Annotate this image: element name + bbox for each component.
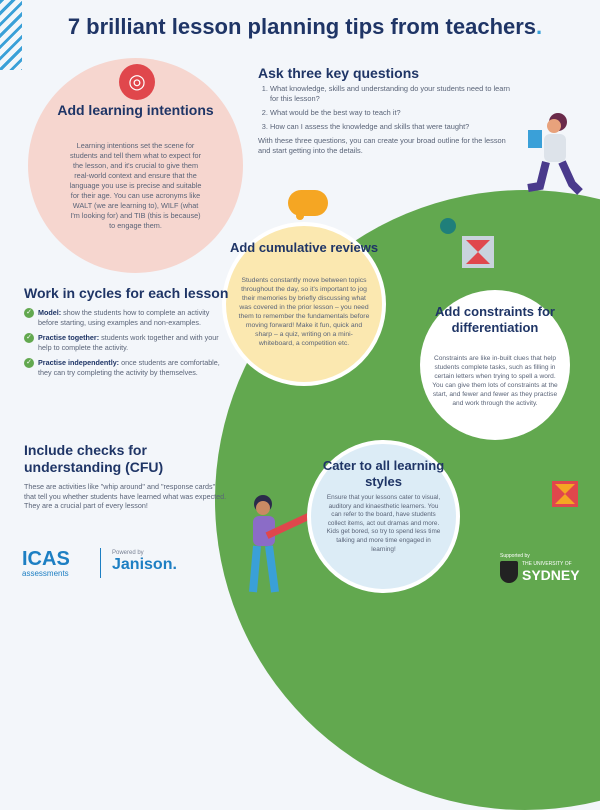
learning-intentions-body: Learning intentions set the scene for students and tell them what to expect for the lesson, and it's crucial to give them real-world context and ensure that the language you use is precise and suitable for their age. You can use acronyms like WALT (we are learning to), WILF (what I'm looking for) and TIB (this is because) to engage them. bbox=[69, 141, 202, 230]
logo-divider bbox=[100, 548, 101, 578]
cycle-item-text: once students are comfortable, they can try completing the activity by themselves. bbox=[38, 358, 220, 377]
woman-reading-illustration bbox=[510, 108, 590, 208]
page-title: 7 brilliant lesson planning tips from teachers. bbox=[67, 14, 543, 39]
constraints-heading: Add constraints for differentiation bbox=[435, 304, 555, 335]
cycle-item-text: show the students how to complete an activity before starting, using examples and non-examples. bbox=[38, 308, 210, 327]
cumulative-reviews-circle bbox=[222, 222, 386, 386]
learning-styles-circle bbox=[307, 440, 460, 593]
thought-bubble-icon bbox=[288, 190, 328, 216]
boy-with-pencil-illustration bbox=[235, 492, 315, 600]
question-item: 1. What knowledge, skills and understanding do your students need to learn for this lesson? bbox=[270, 84, 518, 104]
ask-questions-section bbox=[258, 65, 518, 156]
learning-intentions-heading: Add learning intentions bbox=[57, 102, 214, 118]
cycles-section bbox=[24, 285, 229, 384]
teal-dot-decoration bbox=[440, 218, 456, 234]
university-small-text: THE UNIVERSITY OF bbox=[522, 561, 572, 567]
ask-questions-heading: Ask three key questions bbox=[258, 65, 420, 81]
university-crest-icon bbox=[500, 561, 518, 583]
check-icon: ✓ bbox=[24, 308, 34, 318]
check-icon: ✓ bbox=[24, 333, 34, 343]
ask-questions-summary: With these three questions, you can create your broad outline for the lesson and start getting into the details. bbox=[258, 136, 506, 155]
icas-logo bbox=[22, 549, 112, 578]
cumulative-reviews-heading: Add cumulative reviews bbox=[229, 240, 379, 255]
constraints-body: Constraints are like in-built clues that help students complete tasks, such as filling in certain letters when trying to spell a word. You can give them lots of constraints at the start, and fewer and fewer as they practise and work through the activity. bbox=[432, 355, 558, 407]
university-of-sydney-logo bbox=[500, 553, 595, 583]
cycle-item-label: Practise independently: bbox=[38, 358, 120, 368]
cfu-section bbox=[24, 442, 229, 511]
cfu-heading: Include checks for understanding (CFU) bbox=[24, 442, 164, 475]
powered-by-label: Powered by bbox=[112, 550, 144, 556]
bowtie-decoration bbox=[462, 236, 494, 268]
cfu-body: These are activities like "whip around" and "response cards" that tell you whether students have learned what was expected. They are a crucial part of every lesson! bbox=[24, 482, 227, 511]
constraints-circle bbox=[420, 290, 570, 440]
learning-styles-heading: Cater to all learning styles bbox=[322, 458, 445, 489]
question-item: 3. How can I assess the knowledge and skills that were taught? bbox=[270, 122, 518, 132]
cycles-heading: Work in cycles for each lesson bbox=[24, 285, 229, 301]
question-item: 2. What would be the best way to teach it? bbox=[270, 108, 518, 118]
decorative-stripes bbox=[0, 0, 22, 70]
target-icon: ◎ bbox=[119, 64, 155, 100]
learning-styles-body: Ensure that your lessons cater to visual, auditory and kinaesthetic learners. You can refer to the board, have students collect items, act out dramas and more. Kids get bored, so try to spend less time talking and more time engaged in learning! bbox=[326, 494, 441, 553]
bowtie-decoration bbox=[552, 481, 578, 507]
cycle-item-label: Practise together: bbox=[38, 333, 100, 343]
janison-logo bbox=[112, 550, 177, 574]
cycle-item bbox=[24, 308, 229, 327]
cycle-item bbox=[24, 333, 229, 352]
learning-intentions-circle bbox=[28, 58, 243, 273]
university-big-text: SYDNEY bbox=[522, 567, 580, 583]
supported-by-label: Supported by bbox=[500, 553, 530, 559]
cycle-item bbox=[24, 358, 229, 377]
janison-logo-name: Janison. bbox=[112, 556, 177, 573]
cycle-item-text: students work together and with your help to complete the activity. bbox=[38, 333, 219, 352]
check-icon: ✓ bbox=[24, 358, 34, 368]
icas-logo-name: ICAS bbox=[22, 548, 70, 570]
cumulative-reviews-body: Students constantly move between topics throughout the day, so it's important to jog their memories by briefly discussing what was covered in the prior lesson – you need them to remember the fundamentals before moving forward! Make it fun, quick and sharp – a quiz, writing on a mini-whiteboard, a competition etc. bbox=[238, 277, 370, 347]
icas-logo-sub: assessments bbox=[22, 569, 69, 578]
cycle-item-label: Model: bbox=[38, 308, 62, 317]
